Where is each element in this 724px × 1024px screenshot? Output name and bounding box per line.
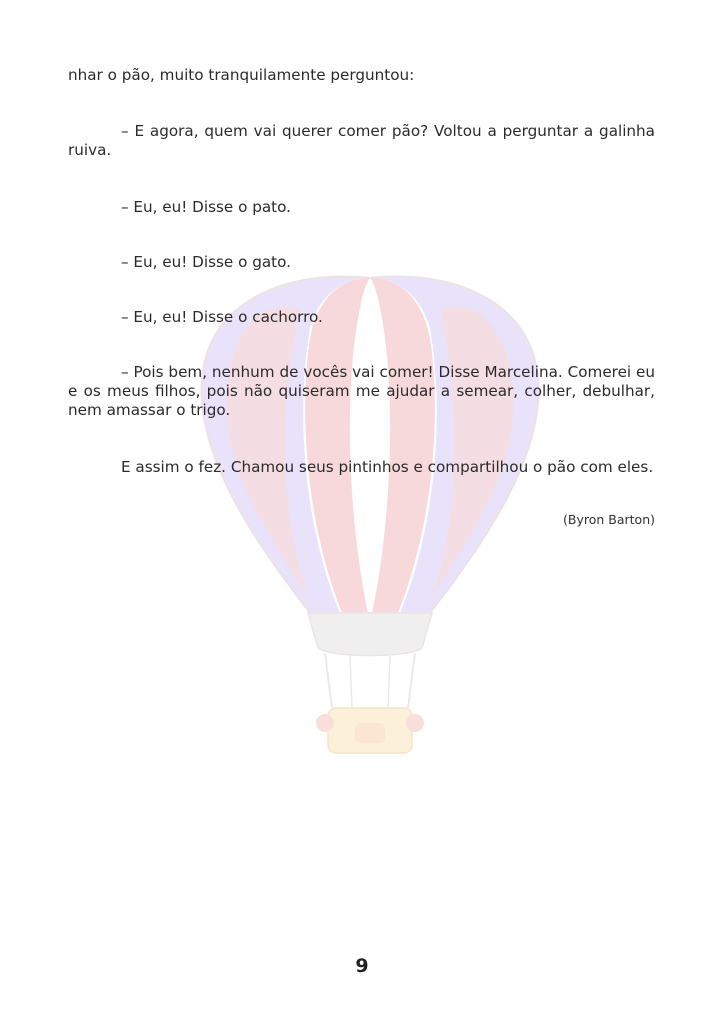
balloon-rope-mid-left	[350, 656, 352, 708]
paragraph-cachorro: – Eu, eu! Disse o cachorro.	[121, 308, 323, 326]
basket-right-knob	[406, 714, 424, 732]
balloon-skirt	[308, 613, 432, 656]
paragraph-pato: – Eu, eu! Disse o pato.	[121, 198, 291, 216]
paragraph-ending: E assim o fez. Chamou seus pintinhos e compartilhou o pão com eles.	[121, 458, 654, 476]
balloon-rope-right	[408, 653, 415, 708]
paragraph-gato: – Eu, eu! Disse o gato.	[121, 253, 291, 271]
balloon-rope-mid-right	[388, 656, 390, 708]
hot-air-balloon-illustration	[190, 268, 550, 778]
basket-window	[355, 723, 385, 743]
balloon-rope-left	[325, 653, 332, 708]
paragraph-question: – E agora, quem vai querer comer pão? Voltou a perguntar a galinha ruiva.	[68, 122, 655, 159]
paragraph-intro: nhar o pão, muito tranquilamente perguntou:	[68, 66, 415, 84]
paragraph-marcelina: – Pois bem, nenhum de vocês vai comer! Disse Marcelina. Comerei eu e os meus filhos, pois não quiseram me ajudar a semear, colher, debulhar, nem amassar o trigo.	[68, 363, 655, 419]
page-number: 9	[355, 955, 369, 977]
basket-left-knob	[316, 714, 334, 732]
author-credit: (Byron Barton)	[563, 512, 655, 527]
